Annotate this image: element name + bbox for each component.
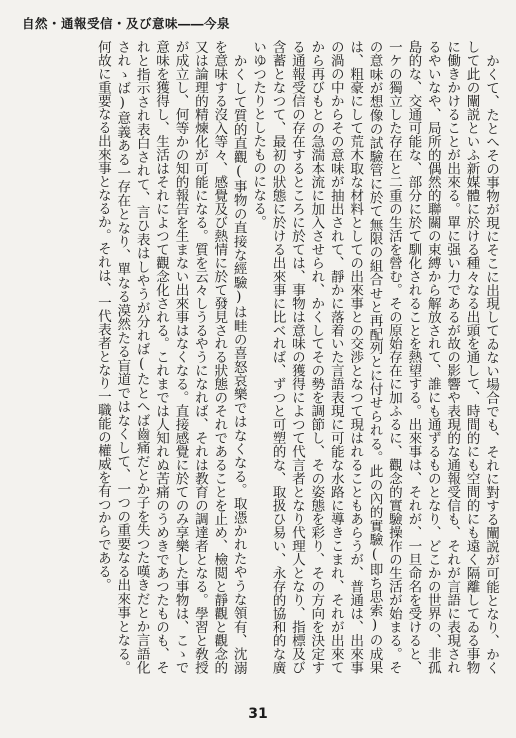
- body-text: [20, 40, 500, 674]
- paragraph-1: かくて、たとへその事物が現にそこに出現してゐない場合でも、それに對する闡説が可能となり、かくして此の闡説といふ新媒體に於ける種々なる出頭を通して、時間的にも空間的にも遠く隔離してゐる事物に働きかけることが出來る。單に强い力であるが故の影響や表現的な通報受信も、それが言語に表現されるやいなや、局所的偶然的聯關の束縛から解放されて、誰にも通ずるものとなり、どこかの世界の、非孤島的な、交通可能な、部分に於て馴化されることを熱望する。出來事は、それが、一旦命名を受けると、一ケの獨立した存在と二重の生活を營む。その原始存在に加ふるに、觀念的實驗操作の生活が始まる。その意味が想像の試驗管に於て無限の組合せと再配列とに付せられる。此の內的實驗(即ち思索)の成果は、粗豪にして荒木取な材料としての出來事との交渉となつて現はれることもあらうが、普通は、出來事の渦の中からその意味が抽出されて、靜かに落着いた言語表現に可能な水路に導きこまれ、それが出來てから再びもとの急湍本流に加入させられ、かくしてその勢を調節し、その姿態を彩り、その方向を決定する通報受信の存在するところに於ては、事物は意味の獲得によつて代言者となり代理人となり、指標及び含蓄となつて、最初の狀態に於ける出來事に比べれば、ずつと可塑的な、取扱ひ易い、永存的協和的な廣いゆつたりとしたものになる。: [250, 40, 499, 674]
- paragraph-2: かくして質的直觀(事物の直接な經驗)は畦の喜怒哀樂ではなくなる。取憑かれたやうな領有、沈溺を意味する沒入等々、感覺及び熱情に於て發見される狀態のそれであることを止め、檢閲と靜觀と觀念的又は論理的精煉化が可能になる。質を云々しうるやうになれば、それは教育の調達者となる。學習と敎授が成立し、何等かの知的報告を生まない出來事はなくなる。直接感覺に於てのみ享樂した事物は、こゝで意味を獲得し、生活はそれによつて觀念化される。これまでは人知れぬ苦痛のうめきであつたものも、それと指示され表白されて、言ひ表はしやうが分れば(たとへば齒痛だとか子を失つた嘆きだとか言語化されゝば)意義ある一存在となり、單なる漠然たる盲道ではなくして、一つの重要なる出來事となる。何故に重要なる出來事となるか。それは、一代表者となり一職能の權威を有つからである。: [94, 40, 247, 674]
- running-header: 自然・通報受信・及び意味――今泉: [22, 16, 231, 31]
- page-number: 31: [248, 706, 268, 722]
